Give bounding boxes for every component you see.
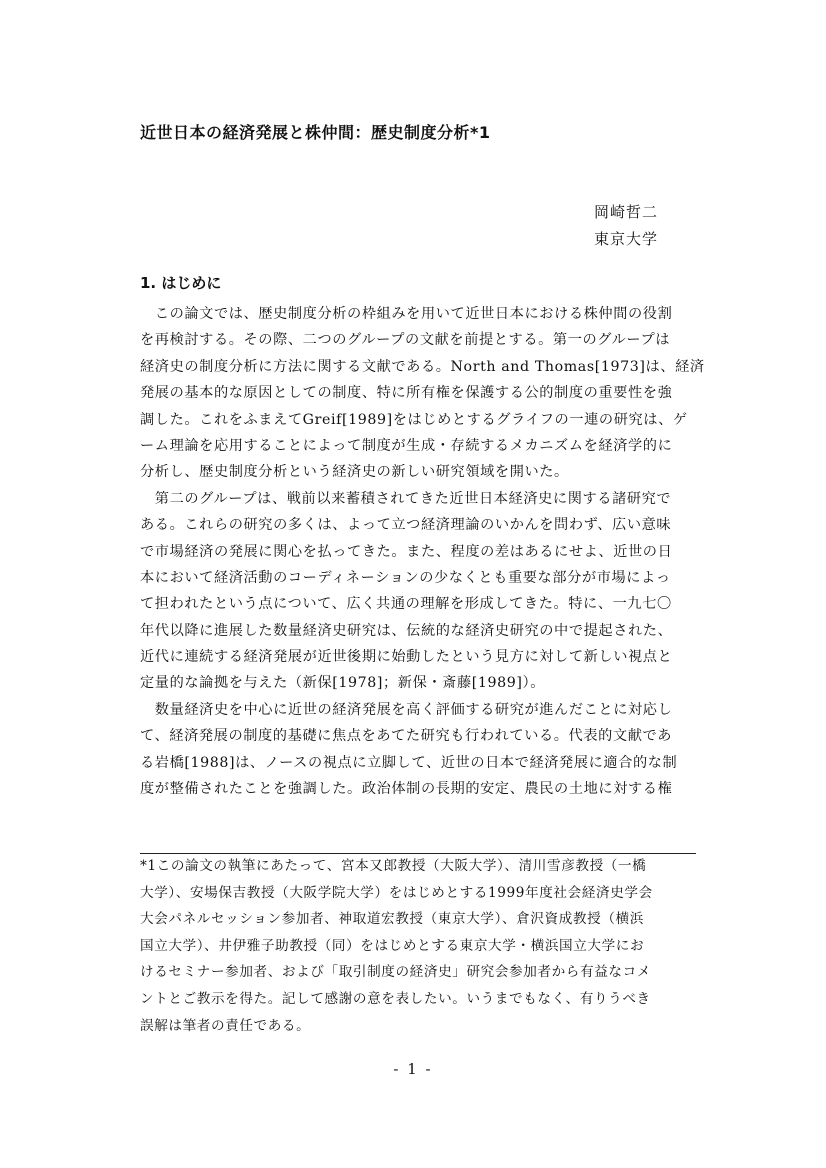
body-line: で市場経済の発展に関心を払ってきた。また、程度の差はあるにせよ、近世の日	[140, 543, 673, 560]
paper-title: 近世日本の経済発展と株仲間：歴史制度分析*1	[140, 123, 491, 142]
body-line: 数量経済史を中心に近世の経済発展を高く評価する研究が進んだことに対応し	[140, 701, 673, 718]
body-line: 分析し、歴史制度分析という経済史の新しい研究領域を開いた。	[140, 464, 569, 481]
footnote-line: 誤解は筆者の責任である。	[140, 1017, 311, 1034]
footnote-line: ントとご教示を得た。記して感謝の意を表したい。いうまでもなく、有りうべき	[140, 990, 651, 1007]
body-line: 近代に連続する経済発展が近世後期に始動したという見方に対して新しい視点と	[140, 649, 673, 666]
body-line: この論文では、歴史制度分析の枠組みを用いて近世日本における株仲間の役割	[140, 306, 673, 322]
body-line: 調した。これをふまえてGreif[1989]をはじめとするグライフの一連の研究は、ゲ	[140, 411, 688, 428]
section-heading: 1. はじめに	[140, 274, 222, 292]
footnote-line: *1この論文の執筆にあたって、宮本又郎教授（大阪大学）、清川雪彦教授（一橋	[140, 858, 647, 874]
body-line: る岩橋[1988]は、ノースの視点に立脚して、近世の日本で経済発展に適合的な制	[140, 754, 678, 771]
page-number: - 1 -	[393, 1060, 433, 1078]
body-line: ある。これらの研究の多くは、よって立つ経済理論のいかんを問わず、広い意味	[140, 517, 672, 534]
body-line: て担われたという点について、広く共通の理解を形成してきた。特に、一九七〇	[140, 596, 672, 613]
body-line: 本において経済活動のコーディネーションの少なくとも重要な部分が市場によっ	[140, 569, 671, 586]
footnote	[140, 853, 700, 1039]
author-affiliation: 東京大学	[594, 230, 659, 248]
author-name: 岡崎哲二	[594, 203, 659, 221]
body-line: 定量的な論拠を与えた（新保[1978]；新保・斎藤[1989]）。	[140, 675, 545, 692]
footnote-line: 国立大学）、井伊雅子助教授（同）をはじめとする東京大学・横浜国立大学にお	[140, 937, 645, 954]
body-text	[140, 301, 705, 802]
footnote-line: 大学）、安場保吉教授（大阪学院大学）をはじめとする1999年度社会経済史学会	[140, 884, 653, 901]
body-line: て、経済発展の制度的基礎に焦点をあてた研究も行われている。代表的文献であ	[140, 728, 673, 745]
footnote-line: けるセミナー参加者、および「取引制度の経済史」研究会参加者から有益なコメ	[140, 964, 651, 981]
body-line: を再検討する。その際、二つのグループの文献を前提とする。第一のグループは	[140, 332, 671, 349]
body-line: 発展の基本的な原因としての制度、特に所有権を保護する公的制度の重要性を強	[140, 385, 673, 402]
body-line: 年代以降に進展した数量経済史研究は、伝統的な経済史研究の中で提起された、	[140, 622, 673, 639]
body-line: 経済史の制度分析に方法に関する文献である。North and Thomas[1973]は、経済	[140, 358, 705, 375]
body-line: ーム理論を応用することによって制度が生成・存続するメカニズムを経済学的に	[140, 437, 673, 454]
footnote-line: 大会パネルセッション参加者、神取道宏教授（東京大学）、倉沢資成教授（横浜	[140, 911, 644, 928]
body-line: 第二のグループは、戦前以来蓄積されてきた近世日本経済史に関する諸研究で	[140, 490, 672, 507]
body-line: 度が整備されたことを強調した。政治体制の長期的安定、農民の土地に対する権	[140, 781, 673, 798]
